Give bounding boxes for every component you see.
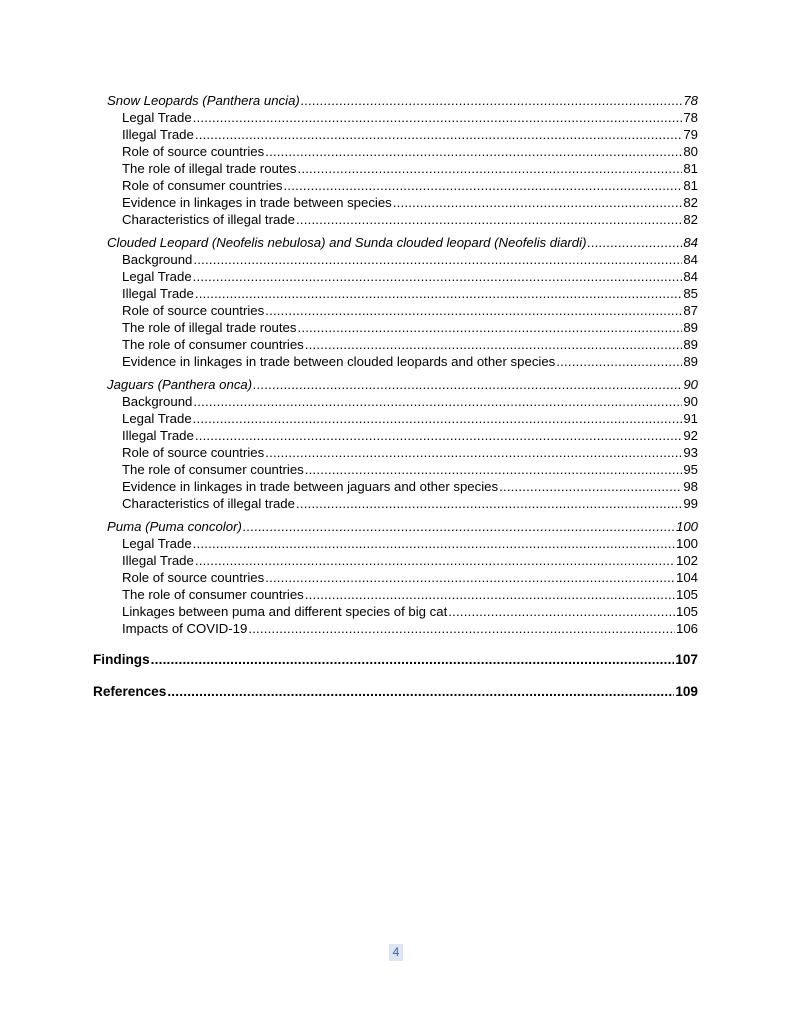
- toc-entry-page: 79: [683, 127, 698, 142]
- toc-entry-page: 100: [675, 519, 698, 534]
- toc-entry-title: Illegal Trade: [122, 127, 194, 142]
- toc-entry-page: 84: [683, 269, 698, 284]
- toc-dot-leader: [297, 160, 682, 177]
- toc-entry-title: Snow Leopards (Panthera uncia): [107, 93, 300, 108]
- toc-subentry[interactable]: [122, 427, 698, 444]
- toc-dot-leader: [193, 268, 683, 285]
- toc-subentry[interactable]: [122, 353, 698, 370]
- toc-dot-leader: [448, 603, 675, 620]
- toc-dot-leader: [193, 535, 675, 552]
- toc-entry-page: 93: [683, 445, 698, 460]
- toc-entry-page: 105: [675, 604, 698, 619]
- toc-entry-page: 100: [675, 536, 698, 551]
- toc-chapter-entry[interactable]: [107, 376, 698, 393]
- toc-entry-page: 91: [683, 411, 698, 426]
- toc-dot-leader: [193, 109, 683, 126]
- toc-entry-title: Characteristics of illegal trade: [122, 212, 295, 227]
- toc-dot-leader: [243, 518, 675, 535]
- toc-subentry[interactable]: [122, 410, 698, 427]
- toc-entry-title: Impacts of COVID-19: [122, 621, 248, 636]
- toc-subentry[interactable]: [122, 393, 698, 410]
- toc-dot-leader: [167, 683, 674, 700]
- toc-entry-title: Illegal Trade: [122, 553, 194, 568]
- toc-subentry[interactable]: [122, 444, 698, 461]
- toc-subentry[interactable]: [122, 603, 698, 620]
- toc-entry-title: The role of consumer countries: [122, 462, 304, 477]
- toc-entry-title: Legal Trade: [122, 536, 192, 551]
- toc-dot-leader: [305, 336, 683, 353]
- toc-subentry[interactable]: [122, 251, 698, 268]
- toc-entry-page: 102: [675, 553, 698, 568]
- toc-entry-title: Evidence in linkages in trade between jaguars and other species: [122, 479, 499, 494]
- toc-subentry[interactable]: [122, 268, 698, 285]
- toc-entry-page: 90: [683, 394, 698, 409]
- toc-entry-page: 82: [683, 212, 698, 227]
- toc-dot-leader: [296, 495, 682, 512]
- toc-entry-title: Linkages between puma and different species of big cat: [122, 604, 448, 619]
- toc-subentry[interactable]: [122, 302, 698, 319]
- toc-entry-title: Role of source countries: [122, 445, 265, 460]
- toc-subentry[interactable]: [122, 478, 698, 495]
- toc-entry-page: 98: [683, 479, 698, 494]
- toc-subentry[interactable]: [122, 194, 698, 211]
- toc-subentry[interactable]: [122, 160, 698, 177]
- toc-entry-page: 82: [683, 195, 698, 210]
- toc-entry-page: 106: [675, 621, 698, 636]
- toc-dot-leader: [195, 285, 682, 302]
- toc-entry-title: Findings: [93, 652, 150, 667]
- toc-entry-page: 90: [683, 377, 698, 392]
- toc-subentry[interactable]: [122, 126, 698, 143]
- toc-entry-page: 81: [683, 161, 698, 176]
- toc-entry-title: References: [93, 684, 167, 699]
- toc-dot-leader: [151, 651, 675, 668]
- toc-dot-leader: [393, 194, 683, 211]
- toc-dot-leader: [284, 177, 683, 194]
- toc-entry-page: 85: [683, 286, 698, 301]
- toc-entry-title: Jaguars (Panthera onca): [107, 377, 253, 392]
- toc-dot-leader: [296, 211, 682, 228]
- toc-entry-page: 89: [683, 354, 698, 369]
- toc-entry-title: Role of consumer countries: [122, 178, 283, 193]
- toc-entry-page: 78: [683, 110, 698, 125]
- toc-entry-title: Legal Trade: [122, 269, 192, 284]
- toc-entry-title: Legal Trade: [122, 110, 192, 125]
- toc-entry-title: Role of source countries: [122, 570, 265, 585]
- toc-dot-leader: [193, 393, 682, 410]
- toc-entry-page: 105: [675, 587, 698, 602]
- toc-entry-title: The role of consumer countries: [122, 337, 304, 352]
- toc-dot-leader: [265, 143, 682, 160]
- toc-entry-page: 87: [683, 303, 698, 318]
- toc-entry-page: 107: [675, 652, 698, 667]
- toc-entry-page: 99: [683, 496, 698, 511]
- toc-entry-page: 89: [683, 320, 698, 335]
- toc-entry-page: 92: [683, 428, 698, 443]
- toc-subentry[interactable]: [122, 586, 698, 603]
- toc-entry-page: 78: [683, 93, 698, 108]
- toc-section-entry[interactable]: [93, 683, 698, 700]
- toc-entry-page: 84: [683, 252, 698, 267]
- toc-dot-leader: [265, 302, 682, 319]
- toc-subentry[interactable]: [122, 109, 698, 126]
- toc-dot-leader: [301, 92, 683, 109]
- toc-dot-leader: [305, 586, 675, 603]
- toc-entry-title: Role of source countries: [122, 144, 265, 159]
- toc-subentry[interactable]: [122, 319, 698, 336]
- toc-entry-title: Role of source countries: [122, 303, 265, 318]
- toc-subentry[interactable]: [122, 620, 698, 637]
- toc-entry-title: Illegal Trade: [122, 428, 194, 443]
- toc-dot-leader: [305, 461, 683, 478]
- toc-entry-title: Evidence in linkages in trade between clouded leopards and other species: [122, 354, 556, 369]
- toc-entry-page: 81: [683, 178, 698, 193]
- toc-entry-title: Characteristics of illegal trade: [122, 496, 295, 511]
- toc-subentry[interactable]: [122, 461, 698, 478]
- page-number: 4: [389, 944, 403, 961]
- toc-entry-title: Legal Trade: [122, 411, 192, 426]
- toc-chapter-entry[interactable]: [107, 92, 698, 109]
- toc-dot-leader: [265, 444, 682, 461]
- toc-entry-title: The role of consumer countries: [122, 587, 304, 602]
- toc-dot-leader: [265, 569, 675, 586]
- toc-chapter-entry[interactable]: [107, 518, 698, 535]
- toc-dot-leader: [193, 251, 682, 268]
- toc-subentry[interactable]: [122, 569, 698, 586]
- toc-entry-title: Illegal Trade: [122, 286, 194, 301]
- toc-dot-leader: [556, 353, 682, 370]
- toc-entry-page: 80: [683, 144, 698, 159]
- toc-subentry[interactable]: [122, 143, 698, 160]
- toc-subentry[interactable]: [122, 535, 698, 552]
- toc-dot-leader: [587, 234, 682, 251]
- toc-entry-title: Clouded Leopard (Neofelis nebulosa) and Sunda clouded leopard (Neofelis diardi): [107, 235, 587, 250]
- toc-dot-leader: [193, 410, 683, 427]
- toc-dot-leader: [195, 427, 682, 444]
- toc-entry-title: The role of illegal trade routes: [122, 161, 297, 176]
- toc-dot-leader: [499, 478, 682, 495]
- toc-dot-leader: [253, 376, 682, 393]
- toc-entry-title: The role of illegal trade routes: [122, 320, 297, 335]
- toc-entry-page: 104: [675, 570, 698, 585]
- toc-dot-leader: [248, 620, 675, 637]
- toc-entry-title: Puma (Puma concolor): [107, 519, 242, 534]
- toc-entry-title: Background: [122, 394, 193, 409]
- toc-dot-leader: [195, 552, 675, 569]
- toc-subentry[interactable]: [122, 211, 698, 228]
- toc-dot-leader: [195, 126, 682, 143]
- toc-subentry[interactable]: [122, 177, 698, 194]
- toc-subentry[interactable]: [122, 336, 698, 353]
- toc-dot-leader: [297, 319, 682, 336]
- toc-subentry[interactable]: [122, 285, 698, 302]
- toc-entry-title: Evidence in linkages in trade between species: [122, 195, 392, 210]
- toc-chapter-entry[interactable]: [107, 234, 698, 251]
- toc-entry-page: 89: [683, 337, 698, 352]
- toc-entry-page: 95: [683, 462, 698, 477]
- toc-entry-page: 84: [683, 235, 698, 250]
- toc-subentry[interactable]: [122, 552, 698, 569]
- toc-subentry[interactable]: [122, 495, 698, 512]
- toc-section-entry[interactable]: [93, 651, 698, 668]
- toc-entry-title: Background: [122, 252, 193, 267]
- toc-entry-page: 109: [675, 684, 698, 699]
